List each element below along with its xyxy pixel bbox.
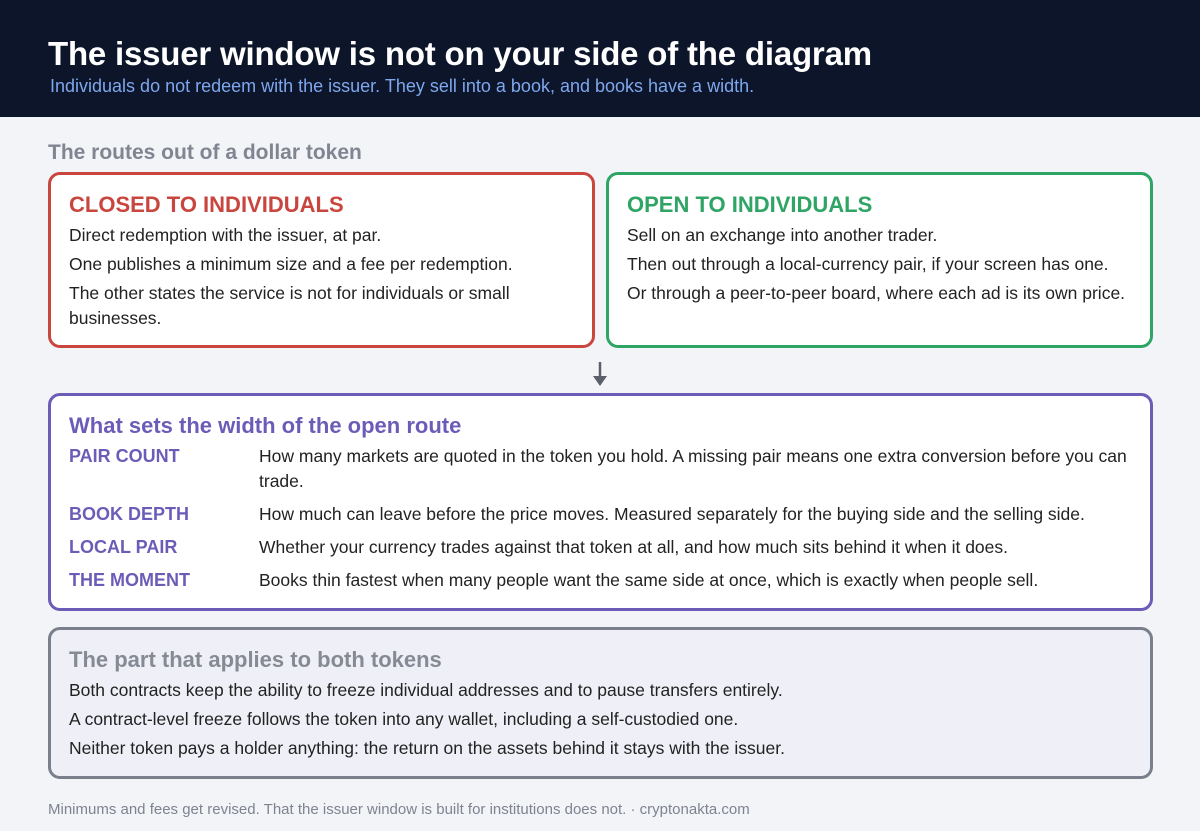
arrow-down-icon bbox=[589, 360, 611, 388]
closed-route-card bbox=[48, 172, 595, 348]
both-tokens-card bbox=[48, 627, 1153, 779]
factor-row bbox=[69, 502, 1132, 527]
closed-route-line: One publishes a minimum size and a fee per redemption. bbox=[69, 254, 513, 274]
factor-description: Books thin fastest when many people want the same side at once, which is exactly when people sell. bbox=[259, 570, 1039, 590]
open-route-line: Sell on an exchange into another trader. bbox=[627, 225, 938, 245]
both-tokens-line: A contract-level freeze follows the token into any wallet, including a self-custodied one. bbox=[69, 709, 739, 729]
open-route-card bbox=[606, 172, 1153, 348]
page-subtitle: Individuals do not redeem with the issuer. They sell into a book, and books have a width. bbox=[50, 76, 755, 96]
both-tokens-title: The part that applies to both tokens bbox=[69, 647, 442, 672]
factor-name: PAIR COUNT bbox=[69, 446, 180, 466]
section-label: The routes out of a dollar token bbox=[48, 141, 362, 164]
closed-route-line: Direct redemption with the issuer, at par. bbox=[69, 225, 382, 245]
factor-row bbox=[69, 568, 1132, 593]
page-title: The issuer window is not on your side of the diagram bbox=[48, 35, 872, 72]
width-card-title: What sets the width of the open route bbox=[69, 413, 462, 438]
factor-row bbox=[69, 535, 1132, 560]
factor-name: BOOK DEPTH bbox=[69, 504, 190, 524]
factor-description: How many markets are quoted in the token you hold. A missing pair means one extra conversion before you can trade. bbox=[259, 446, 1127, 491]
closed-route-title: CLOSED TO INDIVIDUALS bbox=[69, 192, 344, 217]
factor-description: How much can leave before the price moves. Measured separately for the buying side and the selling side. bbox=[259, 504, 1085, 524]
open-route-line: Then out through a local-currency pair, if your screen has one. bbox=[627, 254, 1109, 274]
closed-route-line: The other states the service is not for individuals or small businesses. bbox=[69, 283, 510, 328]
both-tokens-line: Neither token pays a holder anything: the return on the assets behind it stays with the issuer. bbox=[69, 738, 785, 758]
factor-row bbox=[69, 444, 1132, 494]
factor-name: THE MOMENT bbox=[69, 570, 190, 590]
open-route-title: OPEN TO INDIVIDUALS bbox=[627, 192, 873, 217]
both-tokens-line: Both contracts keep the ability to freeze individual addresses and to pause transfers entirely. bbox=[69, 680, 783, 700]
header-banner bbox=[0, 0, 1200, 117]
open-route-line: Or through a peer-to-peer board, where each ad is its own price. bbox=[627, 283, 1126, 303]
open-route-width-card bbox=[48, 393, 1153, 611]
factor-description: Whether your currency trades against that token at all, and how much sits behind it when it does. bbox=[259, 537, 1009, 557]
factor-name: LOCAL PAIR bbox=[69, 537, 178, 557]
footer-note: Minimums and fees get revised. That the issuer window is built for institutions does not. · cryptonakta.com bbox=[48, 801, 750, 818]
